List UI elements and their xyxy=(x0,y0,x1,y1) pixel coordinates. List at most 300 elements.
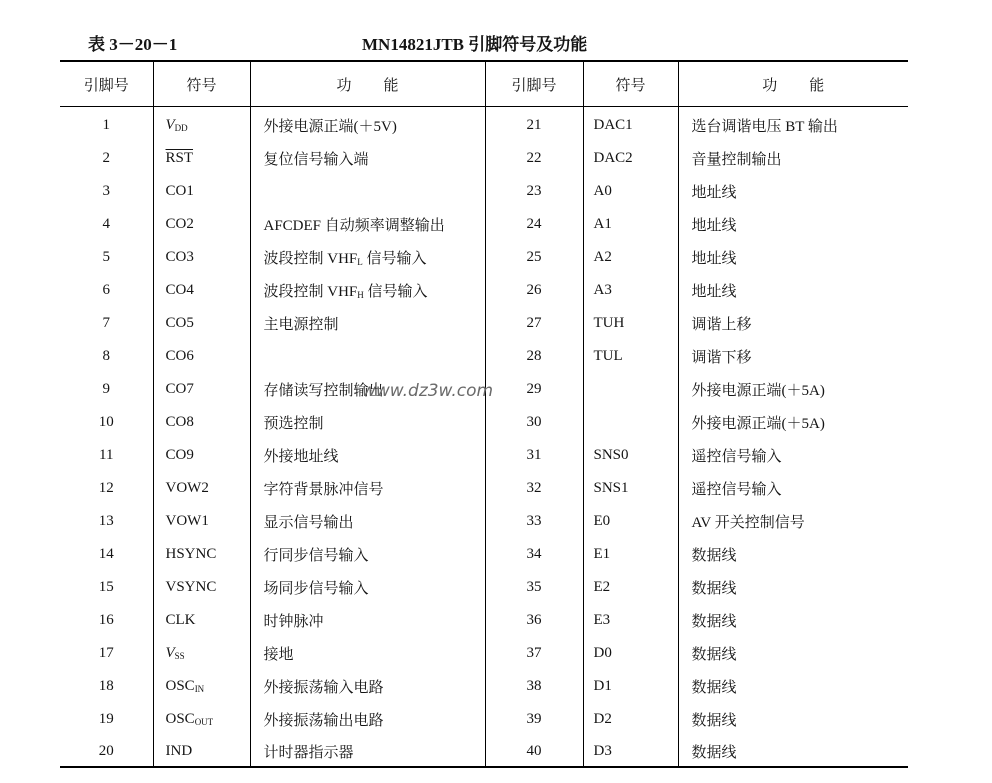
pin-number: 28 xyxy=(526,347,542,364)
pin-function xyxy=(692,416,825,432)
pin-symbol-main: CO4 xyxy=(165,281,194,298)
pin-function xyxy=(692,284,737,300)
right-pin-number-cell xyxy=(485,107,583,140)
pin-number: 26 xyxy=(526,281,542,298)
pin-function xyxy=(692,581,737,597)
pin-number: 8 xyxy=(102,347,110,364)
pin-function xyxy=(264,647,294,663)
pin-symbol xyxy=(166,348,194,364)
pin-function-text: 场同步信号输入 xyxy=(263,580,369,597)
pin-symbol xyxy=(594,249,612,265)
pin-symbol xyxy=(594,282,612,298)
left-pin-number-cell xyxy=(60,404,153,437)
pin-symbol-main: OSC xyxy=(165,710,195,727)
right-pin-function-cell xyxy=(678,701,908,734)
pin-function-text: 遥控信号输入 xyxy=(691,448,782,465)
pin-symbol xyxy=(166,315,194,331)
pin-function-text: 调谐下移 xyxy=(691,349,752,366)
pin-number: 35 xyxy=(526,578,542,595)
pin-symbol-main: D1 xyxy=(593,677,612,694)
left-pin-function-cell xyxy=(250,272,485,305)
pin-number: 19 xyxy=(98,710,114,727)
right-pin-symbol-cell xyxy=(583,569,678,602)
pin-function-text: 地址线 xyxy=(691,250,737,267)
left-pin-function-cell xyxy=(250,701,485,734)
pin-symbol-main: CO2 xyxy=(165,215,194,232)
pin-symbol xyxy=(594,711,612,727)
right-pin-symbol-cell xyxy=(583,701,678,734)
pin-symbol xyxy=(594,117,633,133)
left-pin-symbol-cell xyxy=(153,503,250,536)
pin-function xyxy=(264,251,427,267)
right-pin-number-cell xyxy=(485,338,583,371)
pin-symbol xyxy=(594,480,629,496)
pin-symbol-main: OSC xyxy=(165,677,195,694)
table-row xyxy=(60,569,908,602)
pin-function xyxy=(264,482,384,498)
pin-symbol-main: $\overline{RST}$ xyxy=(165,149,194,166)
pin-symbol xyxy=(594,645,612,661)
table-row xyxy=(60,470,908,503)
right-pin-number-cell xyxy=(485,701,583,734)
pin-symbol-main: VOW2 xyxy=(165,479,209,496)
right-pin-function-cell xyxy=(678,305,908,338)
left-pin-number-cell xyxy=(60,173,153,206)
left-pin-function-cell xyxy=(250,173,485,206)
pin-number: 15 xyxy=(98,578,114,595)
pin-symbol xyxy=(166,678,205,694)
pin-function-text: 复位信号输入端 xyxy=(263,151,369,168)
left-pin-symbol-cell xyxy=(153,107,250,140)
pin-number: 32 xyxy=(526,479,542,496)
pin-function xyxy=(264,119,397,135)
pin-symbol-main: A0 xyxy=(593,182,612,199)
table-row xyxy=(60,668,908,701)
pin-symbol-main: IND xyxy=(165,743,193,759)
right-pin-number-cell xyxy=(485,173,583,206)
pin-function-text: 外接电源正端(＋5A) xyxy=(691,415,825,432)
pin-number: 2 xyxy=(102,149,110,166)
pin-number: 4 xyxy=(102,215,110,232)
right-pin-number-cell xyxy=(485,734,583,767)
pin-symbol xyxy=(166,183,194,199)
pin-function-subscript: H xyxy=(357,289,364,300)
pin-function xyxy=(264,416,324,432)
table-row xyxy=(60,602,908,635)
pin-symbol-main: E2 xyxy=(593,578,611,595)
pin-number: 21 xyxy=(526,116,542,133)
left-pin-function-cell xyxy=(250,107,485,140)
pin-function-text: 主电源控制 xyxy=(263,316,339,333)
pin-symbol-main: CO8 xyxy=(165,413,194,430)
pin-function-text: 显示信号输出 xyxy=(263,514,354,531)
pin-number: 14 xyxy=(98,545,114,562)
right-pin-symbol-cell xyxy=(583,338,678,371)
pin-number: 11 xyxy=(99,446,114,463)
pin-function xyxy=(692,251,737,267)
right-header-symbol: 符号 xyxy=(583,61,678,107)
pin-function xyxy=(692,647,737,663)
pin-function-subscript: L xyxy=(357,256,363,267)
table-row xyxy=(60,536,908,569)
right-pin-function-cell xyxy=(678,569,908,602)
left-pin-number-cell xyxy=(60,140,153,173)
pin-number: 27 xyxy=(526,314,542,331)
pin-number: 38 xyxy=(526,677,542,694)
right-pin-function-cell xyxy=(678,437,908,470)
pin-number: 13 xyxy=(98,512,114,529)
pin-symbol-main: V xyxy=(165,116,175,133)
table-row xyxy=(60,701,908,734)
pin-function xyxy=(692,713,737,729)
pin-symbol xyxy=(166,117,188,133)
pin-symbol-main: D0 xyxy=(593,644,612,661)
pin-symbol xyxy=(166,645,185,661)
table-row xyxy=(60,635,908,668)
right-pin-symbol-cell xyxy=(583,437,678,470)
pin-function xyxy=(692,482,782,498)
pin-symbol-main: A1 xyxy=(593,215,612,232)
pin-function-text: 接地 xyxy=(263,646,294,663)
pin-symbol-subscript: OUT xyxy=(194,716,214,727)
right-pin-function-cell xyxy=(678,140,908,173)
pin-function xyxy=(264,680,384,696)
left-pin-symbol-cell xyxy=(153,173,250,206)
left-pin-number-cell xyxy=(60,338,153,371)
pin-function xyxy=(264,284,428,300)
right-pin-number-cell xyxy=(485,404,583,437)
right-pin-number-cell xyxy=(485,272,583,305)
pin-function-text: 字符背景脉冲信号 xyxy=(263,481,384,498)
left-pin-symbol-cell xyxy=(153,272,250,305)
pin-symbol-main: CLK xyxy=(165,611,196,628)
pin-number: 30 xyxy=(526,413,542,430)
pin-symbol xyxy=(166,743,193,759)
left-pin-symbol-cell xyxy=(153,668,250,701)
pin-symbol xyxy=(594,513,611,529)
right-pin-number-cell xyxy=(485,668,583,701)
pin-function-table xyxy=(60,60,908,768)
right-pin-function-cell xyxy=(678,503,908,536)
pin-function xyxy=(692,680,737,696)
left-pin-function-cell xyxy=(250,404,485,437)
pin-function xyxy=(692,515,805,531)
pin-function xyxy=(264,745,354,761)
left-pin-number-cell xyxy=(60,635,153,668)
pin-function xyxy=(264,317,339,333)
right-pin-number-cell xyxy=(485,305,583,338)
pin-function xyxy=(692,317,752,333)
pin-symbol-subscript: DD xyxy=(174,122,188,133)
pin-function-text: 波段控制 VHF xyxy=(263,283,358,300)
pin-symbol-main: E3 xyxy=(593,611,611,628)
left-pin-number-cell xyxy=(60,305,153,338)
pin-function xyxy=(264,152,369,168)
pin-number: 9 xyxy=(102,380,110,397)
right-pin-function-cell xyxy=(678,470,908,503)
pin-symbol xyxy=(166,414,194,430)
pin-function xyxy=(692,350,752,366)
pin-symbol xyxy=(594,743,612,759)
right-pin-symbol-cell xyxy=(583,239,678,272)
pin-symbol-main: DAC1 xyxy=(593,116,633,133)
right-pin-function-cell xyxy=(678,668,908,701)
pin-number: 10 xyxy=(98,413,114,430)
table-row xyxy=(60,239,908,272)
pin-function-text: 时钟脉冲 xyxy=(263,613,324,630)
left-pin-symbol-cell xyxy=(153,734,250,767)
left-pin-symbol-cell xyxy=(153,470,250,503)
pin-number: 6 xyxy=(102,281,110,298)
pin-function-text: 外接地址线 xyxy=(263,448,339,465)
right-pin-function-cell xyxy=(678,206,908,239)
table-row xyxy=(60,404,908,437)
pin-function-text: 数据线 xyxy=(691,679,737,696)
pin-function xyxy=(692,152,782,168)
pin-symbol xyxy=(166,579,217,595)
left-pin-function-cell xyxy=(250,635,485,668)
pin-number: 23 xyxy=(526,182,542,199)
right-pin-symbol-cell xyxy=(583,272,678,305)
right-pin-number-cell xyxy=(485,206,583,239)
right-pin-function-cell xyxy=(678,404,908,437)
pin-symbol xyxy=(594,183,612,199)
pin-symbol xyxy=(166,480,209,496)
right-header-function: 功能 xyxy=(678,61,908,107)
table-row xyxy=(60,305,908,338)
left-pin-function-cell xyxy=(250,206,485,239)
pin-symbol-main: SNS1 xyxy=(593,479,629,496)
pin-function-text: 数据线 xyxy=(691,712,737,729)
pin-symbol-main: A2 xyxy=(593,248,612,265)
right-pin-function-cell xyxy=(678,338,908,371)
pin-function-text: 数据线 xyxy=(691,580,737,597)
pin-function-text: 选台调谐电压 BT 输出 xyxy=(691,118,838,135)
pin-function xyxy=(692,745,737,761)
right-pin-symbol-cell xyxy=(583,107,678,140)
pin-symbol xyxy=(594,678,612,694)
left-pin-function-cell xyxy=(250,734,485,767)
pin-number: 1 xyxy=(102,116,110,133)
right-pin-function-cell xyxy=(678,239,908,272)
right-pin-function-cell xyxy=(678,734,908,767)
pin-function xyxy=(264,515,354,531)
pin-symbol xyxy=(594,150,633,166)
left-pin-number-cell xyxy=(60,734,153,767)
pin-symbol-main: DAC2 xyxy=(593,149,633,166)
left-pin-function-cell xyxy=(250,569,485,602)
table-row xyxy=(60,503,908,536)
right-header-pin: 引脚号 xyxy=(485,61,583,107)
pin-symbol-main: VSYNC xyxy=(165,578,217,595)
left-pin-number-cell xyxy=(60,107,153,140)
right-pin-function-cell xyxy=(678,371,908,404)
pin-function-text: 计时器指示器 xyxy=(263,745,354,761)
table-row xyxy=(60,338,908,371)
pin-symbol-subscript: SS xyxy=(174,650,185,661)
left-header-pin: 引脚号 xyxy=(60,61,153,107)
table-row xyxy=(60,107,908,140)
pin-function-text: 外接振荡输出电路 xyxy=(263,712,384,729)
pin-symbol-main: A3 xyxy=(593,281,612,298)
right-pin-number-cell xyxy=(485,569,583,602)
pin-number: 29 xyxy=(526,380,542,397)
left-pin-symbol-cell xyxy=(153,602,250,635)
left-pin-number-cell xyxy=(60,701,153,734)
left-pin-number-cell xyxy=(60,536,153,569)
pin-function xyxy=(264,218,445,234)
pin-function-tail: 信号输入 xyxy=(363,283,428,300)
left-pin-number-cell xyxy=(60,239,153,272)
pin-function-text: 外接电源正端(＋5A) xyxy=(691,382,825,399)
right-pin-function-cell xyxy=(678,602,908,635)
pin-symbol-main: V xyxy=(165,644,175,661)
pin-symbol-main: CO7 xyxy=(165,380,194,397)
pin-symbol-main: VOW1 xyxy=(165,512,209,529)
right-pin-symbol-cell xyxy=(583,668,678,701)
right-pin-number-cell xyxy=(485,140,583,173)
pin-number: 25 xyxy=(526,248,542,265)
pin-symbol xyxy=(166,513,209,529)
left-pin-number-cell xyxy=(60,503,153,536)
pin-symbol xyxy=(594,546,611,562)
pin-function xyxy=(264,614,324,630)
right-pin-number-cell xyxy=(485,635,583,668)
pin-number: 34 xyxy=(526,545,542,562)
left-pin-function-cell xyxy=(250,140,485,173)
pin-number: 39 xyxy=(526,710,542,727)
pin-function-text: 调谐上移 xyxy=(691,316,752,333)
pin-function-text: 数据线 xyxy=(691,613,737,630)
table-row xyxy=(60,173,908,206)
pin-number: 17 xyxy=(98,644,114,661)
left-pin-function-cell xyxy=(250,602,485,635)
left-pin-number-cell xyxy=(60,371,153,404)
table-row xyxy=(60,140,908,173)
pin-symbol-main: CO9 xyxy=(165,446,194,463)
pin-function-text: AV 开关控制信号 xyxy=(691,514,805,531)
pin-number: 20 xyxy=(98,743,114,759)
right-pin-number-cell xyxy=(485,503,583,536)
table-row xyxy=(60,437,908,470)
pin-symbol xyxy=(594,216,612,232)
pin-symbol-main: E1 xyxy=(593,545,611,562)
pin-function xyxy=(692,119,838,135)
table-label: 表 3－20－1 xyxy=(88,35,178,54)
pin-symbol-main: SNS0 xyxy=(593,446,629,463)
pin-symbol-main: E0 xyxy=(593,512,611,529)
left-pin-function-cell xyxy=(250,437,485,470)
left-pin-symbol-cell xyxy=(153,536,250,569)
pin-symbol xyxy=(166,282,194,298)
pin-symbol xyxy=(594,315,625,331)
left-pin-symbol-cell xyxy=(153,635,250,668)
left-pin-symbol-cell xyxy=(153,140,250,173)
pin-symbol-main: D2 xyxy=(593,710,612,727)
pin-function-text: 音量控制输出 xyxy=(691,151,782,168)
pin-function xyxy=(692,383,825,399)
pin-function xyxy=(692,614,737,630)
left-pin-symbol-cell xyxy=(153,404,250,437)
pin-number: 33 xyxy=(526,512,542,529)
table-row xyxy=(60,734,908,767)
pin-symbol xyxy=(166,711,214,727)
pin-symbol xyxy=(166,381,194,397)
pin-function-text: 行同步信号输入 xyxy=(263,547,369,564)
pin-number: 3 xyxy=(102,182,110,199)
pin-function-text: 外接电源正端(＋5V) xyxy=(263,118,397,135)
pin-number: 40 xyxy=(526,743,542,759)
left-pin-symbol-cell xyxy=(153,437,250,470)
pin-symbol xyxy=(166,612,196,628)
pin-number: 5 xyxy=(102,248,110,265)
right-pin-function-cell xyxy=(678,107,908,140)
table-body xyxy=(60,107,908,767)
left-header-symbol: 符号 xyxy=(153,61,250,107)
pin-symbol xyxy=(594,579,611,595)
pin-function xyxy=(264,581,369,597)
pin-function-text: 地址线 xyxy=(691,184,737,201)
left-pin-number-cell xyxy=(60,668,153,701)
pin-number: 16 xyxy=(98,611,114,628)
pin-symbol-main: TUH xyxy=(593,314,625,331)
pin-function xyxy=(264,449,339,465)
pin-symbol-main: CO6 xyxy=(165,347,194,364)
pin-symbol-main: CO1 xyxy=(165,182,194,199)
pin-symbol xyxy=(166,150,194,166)
pin-symbol-main: TUL xyxy=(593,347,623,364)
pin-function-tail: 信号输入 xyxy=(362,250,427,267)
pin-function xyxy=(692,218,737,234)
left-pin-number-cell xyxy=(60,602,153,635)
pin-number: 22 xyxy=(526,149,542,166)
right-pin-symbol-cell xyxy=(583,206,678,239)
right-pin-symbol-cell xyxy=(583,635,678,668)
pin-function-text: 存储读写控制输出 xyxy=(263,382,384,399)
pin-function-text: 地址线 xyxy=(691,217,737,234)
right-pin-symbol-cell xyxy=(583,602,678,635)
left-pin-symbol-cell xyxy=(153,305,250,338)
pin-symbol-main: D3 xyxy=(593,743,612,759)
pin-number: 7 xyxy=(102,314,110,331)
pin-number: 36 xyxy=(526,611,542,628)
pin-symbol xyxy=(594,447,629,463)
right-pin-function-cell xyxy=(678,272,908,305)
left-pin-function-cell xyxy=(250,503,485,536)
left-pin-function-cell xyxy=(250,668,485,701)
left-pin-symbol-cell xyxy=(153,701,250,734)
right-pin-symbol-cell xyxy=(583,173,678,206)
pin-function-text: 地址线 xyxy=(691,283,737,300)
left-pin-function-cell xyxy=(250,305,485,338)
right-pin-symbol-cell xyxy=(583,503,678,536)
left-pin-function-cell xyxy=(250,536,485,569)
pin-symbol-subscript: IN xyxy=(194,683,205,694)
watermark: www.dz3w.com xyxy=(362,381,494,401)
pin-number: 31 xyxy=(526,446,542,463)
right-pin-symbol-cell xyxy=(583,305,678,338)
right-pin-number-cell xyxy=(485,239,583,272)
right-pin-number-cell xyxy=(485,536,583,569)
right-pin-function-cell xyxy=(678,536,908,569)
left-pin-number-cell xyxy=(60,272,153,305)
left-pin-symbol-cell xyxy=(153,338,250,371)
table-row xyxy=(60,272,908,305)
left-pin-symbol-cell xyxy=(153,239,250,272)
table-header-row xyxy=(60,61,908,107)
table-title: MN14821JTB 引脚符号及功能 xyxy=(362,35,588,54)
right-pin-symbol-cell xyxy=(583,371,678,404)
